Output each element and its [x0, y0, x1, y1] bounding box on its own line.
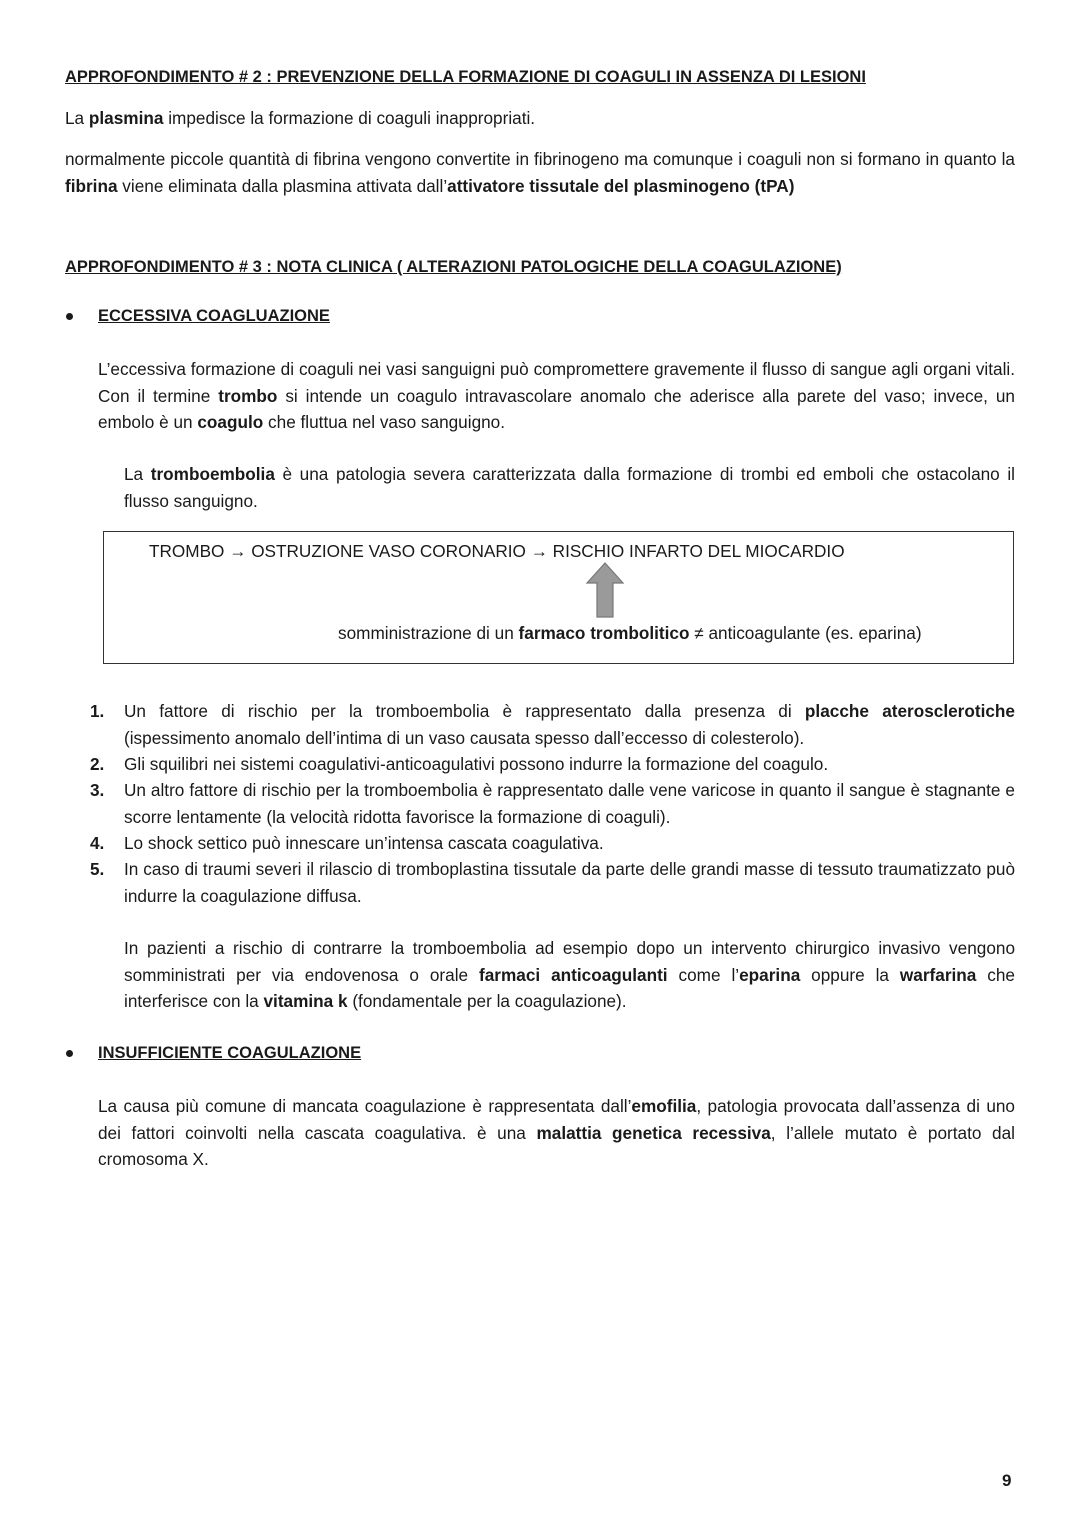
- list-number: 1.: [90, 701, 105, 721]
- list-item: [124, 777, 1015, 830]
- right-arrow-icon: →: [530, 541, 548, 561]
- section-2-heading: APPROFONDIMENTO # 2 : PREVENZIONE DELLA FORMAZIONE DI COAGULI IN ASSENZA DI LESIONI: [65, 68, 866, 86]
- trombo-paragraph: [98, 356, 1015, 436]
- text: Un fattore di rischio per la tromboembolia è rappresentato dalla presenza di: [124, 701, 805, 721]
- list-item: [124, 698, 1015, 751]
- text: La: [65, 108, 89, 128]
- text: In pazienti a rischio di contrarre la tromboembolia ad esempio dopo un intervento chirurgico invasivo vengono somministrati per via endovenosa o orale: [124, 938, 1015, 985]
- text: Un altro fattore di rischio per la tromboembolia è rappresentato dalle vene varicose in quanto il sangue è stagnante e scorre lentamente (la velocità ridotta favorisce la formazione di coaguli).: [124, 780, 1015, 827]
- list-item: [124, 856, 1015, 909]
- bold-term: emofilia: [631, 1096, 697, 1116]
- right-arrow-icon: →: [229, 541, 247, 561]
- text: (fondamentale per la coagulazione).: [347, 991, 627, 1011]
- bold-term: vitamina k: [263, 991, 348, 1011]
- text: , l’allele mutato è portato dal cromosoma X.: [98, 1122, 1015, 1169]
- flow-chain: [149, 538, 845, 565]
- text: La causa più comune di mancata coagulazione è rappresentata dall’: [98, 1096, 632, 1116]
- text: oppure la: [800, 964, 900, 985]
- tromboembolia-paragraph: [124, 461, 1015, 514]
- flow-step: RISCHIO INFARTO DEL MIOCARDIO: [552, 541, 845, 561]
- plasmina-paragraph: [65, 105, 535, 132]
- insufficient-coagulation-title: INSUFFICIENTE COAGULAZIONE: [98, 1044, 362, 1062]
- text: normalmente piccole quantità di fibrina vengono convertite in fibrinogeno ma comunque i coaguli non si formano in quanto la: [65, 149, 1015, 169]
- emofilia-paragraph: [98, 1093, 1015, 1173]
- text: che interferisce con la: [124, 964, 1015, 1011]
- text: come l’: [667, 964, 740, 985]
- text: Lo shock settico può innescare un’intensa cascata coagulativa.: [124, 833, 604, 853]
- fibrina-paragraph: [65, 146, 1015, 199]
- text: viene eliminata dalla plasmina attivata dall’: [117, 175, 448, 196]
- bold-term: eparina: [739, 964, 801, 985]
- text: impedisce la formazione di coaguli inappropriati.: [163, 108, 536, 128]
- bold-term: fibrina: [65, 175, 118, 196]
- up-arrow-icon: [585, 561, 625, 619]
- bold-term: plasmina: [88, 108, 164, 128]
- bullet-icon: [66, 313, 73, 320]
- bold-term: coagulo: [197, 412, 264, 432]
- flow-step: OSTRUZIONE VASO CORONARIO: [251, 541, 526, 561]
- anticoagulant-paragraph: [124, 935, 1015, 1015]
- text: L’eccessiva formazione di coaguli nei vasi sanguigni può compromettere gravemente il flusso di sangue agli organi vitali. Con il termine: [98, 359, 1015, 406]
- list-number: 2.: [90, 754, 105, 774]
- list-number: 5.: [90, 859, 105, 879]
- bold-term: farmaco trombolitico: [518, 623, 690, 643]
- text: , patologia provocata dall’assenza di uno dei fattori coinvolti nella cascata coagulativa. è una: [98, 1096, 1015, 1143]
- excess-coagulation-title: ECCESSIVA COAGLUAZIONE: [98, 307, 330, 325]
- section-3-heading: APPROFONDIMENTO # 3 : NOTA CLINICA ( ALTERAZIONI PATOLOGICHE DELLA COAGULAZIONE): [65, 258, 842, 276]
- text: si intende un coagulo intravascolare anomalo che aderisce alla parete del vaso; invece, un embolo è un: [98, 385, 1015, 432]
- bold-term: warfarina: [899, 964, 977, 985]
- bullet-icon: [66, 1050, 73, 1057]
- text: ≠ anticoagulante (es. eparina): [689, 623, 922, 643]
- text: somministrazione di un: [338, 623, 519, 643]
- bold-term: trombo: [218, 385, 278, 406]
- flow-step: TROMBO: [149, 541, 225, 561]
- list-number: 3.: [90, 780, 105, 800]
- bold-term: attivatore tissutale del plasminogeno (tPA): [447, 175, 795, 196]
- text: (ispessimento anomalo dell’intima di un vaso causata spesso dall’eccesso di colesterolo).: [124, 727, 805, 748]
- text: In caso di traumi severi il rilascio di tromboplastina tissutale da parte delle grandi masse di tessuto traumatizzato può indurre la coagulazione diffusa.: [124, 859, 1015, 906]
- list-item: [124, 830, 604, 857]
- text: che fluttua nel vaso sanguigno.: [263, 412, 506, 432]
- list-item: [124, 751, 828, 778]
- flow-note: [338, 620, 922, 647]
- text: La: [124, 464, 151, 484]
- bold-term: malattia genetica recessiva: [536, 1122, 771, 1143]
- text: è una patologia severa caratterizzata dalla formazione di trombi ed emboli che ostacolano il flusso sanguigno.: [124, 464, 1015, 511]
- list-number: 4.: [90, 833, 105, 853]
- page-number: 9: [1002, 1471, 1012, 1490]
- text: Gli squilibri nei sistemi coagulativi-anticoagulativi possono indurre la formazione del coagulo.: [124, 754, 829, 774]
- bold-term: farmaci anticoagulanti: [479, 964, 668, 985]
- bold-term: placche aterosclerotiche: [804, 701, 1015, 721]
- bold-term: tromboembolia: [150, 464, 275, 484]
